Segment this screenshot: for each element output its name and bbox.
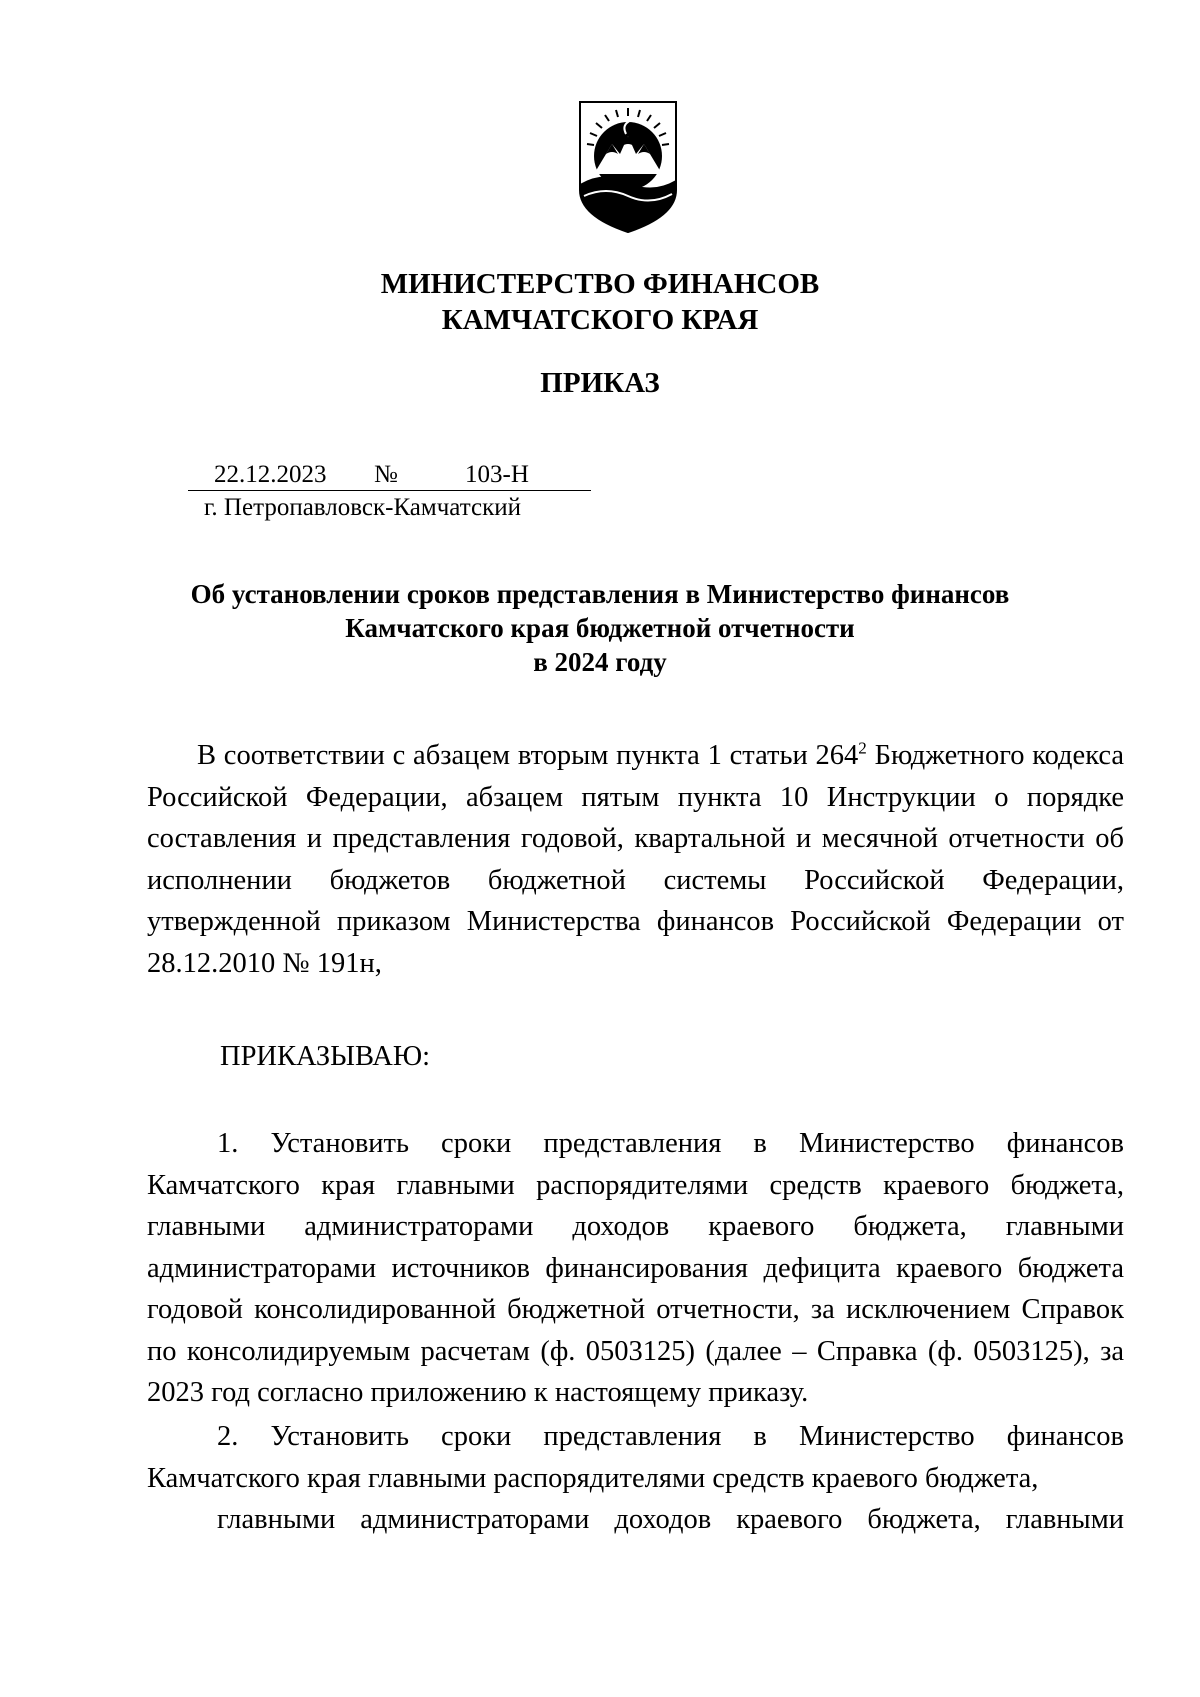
order-title-line2: Камчатского края бюджетной отчетности (345, 613, 855, 643)
order-number: 103-Н (465, 461, 529, 488)
ministry-name (0, 266, 1200, 338)
preamble-text-end: Бюджетного кодекса Российской Федерации, абзацем пятым пункта 10 Инструкции о порядке составления и представления годовой, квартальной и месячной отчетности об исполнении бюджетов бюджетной системы Российской Федерации, утвержденной приказом Министерства финансов Российской Федерации от 28.12.2010 № 191н, (147, 740, 1124, 979)
ministry-name-line1: МИНИСТЕРСТВО ФИНАНСОВ (380, 268, 820, 300)
issue-city: г. Петропавловск-Камчатский (204, 494, 521, 521)
order-item-2-continuation: главными администраторами доходов краевого бюджета, главными (217, 1504, 1124, 1535)
preamble-text-start: В соответствии с абзацем вторым пункта 1 статьи 264 (197, 740, 859, 771)
order-item-2-text: 2. Установить сроки представления в Министерство финансов Камчатского края главными распорядителями средств краевого бюджета, (147, 1421, 1124, 1494)
order-title (0, 577, 1200, 679)
order-item-2 (147, 1416, 1124, 1541)
order-date: 22.12.2023 (214, 461, 327, 488)
order-item-1: 1. Установить сроки представления в Министерство финансов Камчатского края главными распорядителями средств краевого бюджета, главными администраторами доходов краевого бюджета, главными администраторами источников финансирования дефицита краевого бюджета годовой консолидированной бюджетной отчетности, за исключением Справок по консолидируемым расчетам (ф. 0503125) (далее – Справка (ф. 0503125), за 2023 год согласно приложению к настоящему приказу. (147, 1128, 1124, 1408)
number-sign: № (374, 461, 398, 488)
article-superscript: 2 (858, 738, 867, 758)
directive-heading: ПРИКАЗЫВАЮ: (220, 1041, 431, 1072)
order-title-line3: в 2024 году (533, 647, 667, 677)
document-type: ПРИКАЗ (540, 367, 660, 399)
preamble-paragraph (147, 735, 1124, 984)
kamchatka-coat-of-arms-emblem (576, 98, 680, 234)
order-title-line1: Об установлении сроков представления в Министерство финансов (190, 579, 1010, 609)
ministry-name-line2: КАМЧАТСКОГО КРАЯ (441, 304, 759, 336)
